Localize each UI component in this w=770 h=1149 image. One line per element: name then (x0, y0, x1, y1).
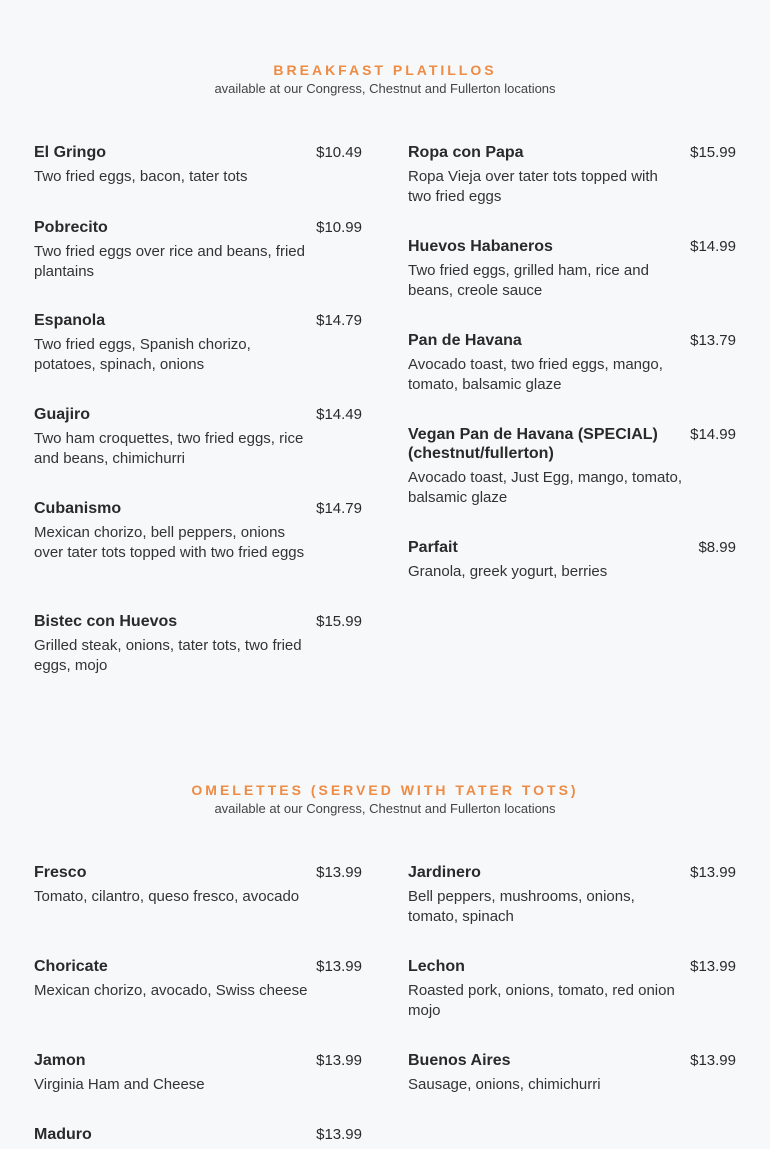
item-price: $14.99 (690, 238, 736, 255)
breakfast-section (0, 62, 770, 97)
item-description: Tomato, cilantro, queso fresco, avocado (34, 888, 300, 905)
menu-item (34, 311, 364, 375)
item-name: Espanola (34, 312, 106, 329)
menu-item (34, 499, 364, 563)
item-description: Two fried eggs, bacon, tater tots (34, 168, 248, 185)
item-description: Mexican chorizo, bell peppers, onions over tater tots topped with two fried eggs (34, 524, 305, 561)
menu-item (408, 331, 738, 395)
menu-item (408, 538, 738, 582)
item-description: Two ham croquettes, two fried eggs, rice and beans, chimichurri (34, 430, 304, 467)
menu-item (408, 237, 738, 301)
item-name: Pobrecito (34, 219, 108, 236)
menu-item (408, 957, 738, 1021)
section-title: OMELETTES (SERVED WITH TATER TOTS) (191, 782, 579, 798)
item-name: Cubanismo (34, 500, 122, 517)
item-name: Lechon (408, 958, 465, 975)
menu-item (34, 863, 364, 907)
item-name: Jardinero (408, 864, 481, 881)
item-name: Maduro (34, 1126, 92, 1143)
item-name: Ropa con Papa (408, 144, 524, 161)
omelettes-section (0, 782, 770, 817)
item-name: Guajiro (34, 406, 91, 423)
menu-item (408, 1051, 738, 1095)
item-description: Roasted pork, onions, tomato, red onion mojo (408, 982, 675, 1019)
section-title: BREAKFAST PLATILLOS (273, 62, 497, 78)
menu-item (408, 425, 738, 508)
item-price: $15.99 (316, 613, 362, 630)
item-description: Avocado toast, Just Egg, mango, tomato, balsamic glaze (408, 469, 683, 506)
item-description: Grilled steak, onions, tater tots, two fried eggs, mojo (34, 637, 302, 674)
item-price: $13.99 (316, 958, 362, 975)
item-price: $14.49 (316, 406, 362, 423)
menu-item (34, 405, 364, 469)
item-price: $10.49 (316, 144, 362, 161)
item-price: $15.99 (690, 144, 736, 161)
menu-item (408, 143, 738, 207)
menu-item (408, 863, 738, 927)
item-name: Pan de Havana (408, 332, 522, 349)
item-price: $13.99 (316, 1052, 362, 1069)
item-name: El Gringo (34, 144, 106, 161)
item-price: $13.99 (690, 958, 736, 975)
item-price: $14.99 (690, 426, 736, 443)
menu-item (34, 1051, 364, 1095)
menu-item (34, 218, 364, 282)
item-description: Granola, greek yogurt, berries (408, 563, 608, 580)
item-price: $10.99 (316, 219, 362, 236)
item-name: Jamon (34, 1052, 86, 1069)
item-price: $13.99 (316, 1126, 362, 1143)
item-name: Fresco (34, 864, 87, 881)
section-subtitle: available at our Congress, Chestnut and Fullerton locations (214, 81, 556, 96)
menu-item (34, 1125, 364, 1149)
section-subtitle: available at our Congress, Chestnut and Fullerton locations (214, 801, 556, 816)
item-description: Bell peppers, mushrooms, onions, tomato, spinach (408, 888, 635, 925)
item-price: $14.79 (316, 500, 362, 517)
item-description: Mexican chorizo, avocado, Swiss cheese (34, 982, 308, 999)
item-name: Parfait (408, 539, 458, 556)
item-price: $13.79 (690, 332, 736, 349)
item-name: Huevos Habaneros (408, 238, 553, 255)
item-description: Avocado toast, two fried eggs, mango, tomato, balsamic glaze (408, 356, 663, 393)
item-price: $14.79 (316, 312, 362, 329)
item-description: Two fried eggs over rice and beans, fried plantains (34, 243, 305, 280)
item-price: $8.99 (698, 539, 736, 556)
item-name: Vegan Pan de Havana (SPECIAL) (chestnut/fullerton) (408, 426, 658, 462)
item-price: $13.99 (690, 1052, 736, 1069)
item-description: Virginia Ham and Cheese (34, 1076, 205, 1093)
item-name: Buenos Aires (408, 1052, 511, 1069)
menu-item (34, 143, 364, 187)
item-description: Sausage, onions, chimichurri (408, 1076, 601, 1093)
item-description: Two fried eggs, Spanish chorizo, potatoes, spinach, onions (34, 336, 251, 373)
menu-item (34, 957, 364, 1001)
item-price: $13.99 (316, 864, 362, 881)
item-description: Two fried eggs, grilled ham, rice and beans, creole sauce (408, 262, 649, 299)
item-name: Bistec con Huevos (34, 613, 178, 630)
item-name: Choricate (34, 958, 108, 975)
menu-item (34, 612, 364, 676)
item-description: Ropa Vieja over tater tots topped with two fried eggs (408, 168, 658, 205)
item-price: $13.99 (690, 864, 736, 881)
